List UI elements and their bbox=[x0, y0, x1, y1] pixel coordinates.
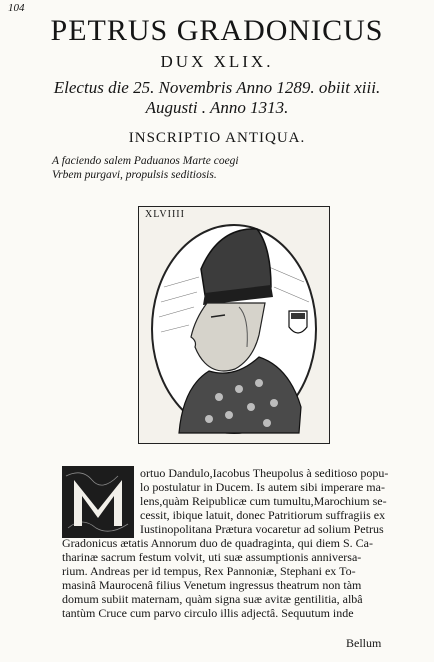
body-text bbox=[62, 466, 392, 620]
election-line-2: Augusti . Anno 1313. bbox=[145, 98, 289, 117]
page-number: 104 bbox=[8, 2, 25, 14]
body-line: Gradonicus ætatis Annorum duo de quadraginta, qui diem S. Ca- bbox=[62, 536, 373, 550]
doge-portrait bbox=[138, 206, 330, 444]
body-line: cessit, ibique latuit, donec Patritiorum suffragiis ex bbox=[140, 508, 386, 522]
body-line: domum subiit maternam, quàm signa suæ avitæ gentilitia, albâ bbox=[62, 592, 363, 606]
body-line: lens,quàm Reipublicæ cum tumultu,Marochium se- bbox=[140, 494, 387, 508]
inscription-line-1: A faciendo salem Paduanos Marte coegi bbox=[52, 155, 239, 167]
inscription-text bbox=[52, 154, 372, 182]
inscription-heading: INSCRIPTIO ANTIQUA. bbox=[128, 130, 306, 146]
body-line: rium. Andreas per id tempus, Rex Pannoniæ, Stephani ex To- bbox=[62, 564, 356, 578]
body-line: lo postulatur in Ducem. Is autem sibi imperare ma- bbox=[140, 480, 385, 494]
catchword: Bellum bbox=[346, 636, 382, 650]
body-line: masinâ Maurocenâ filius Venetum ingressus theatrum non tàm bbox=[62, 578, 362, 592]
portrait-engraving bbox=[139, 207, 329, 443]
election-line-1: Electus die 25. Novembris Anno 1289. obiit xiii. bbox=[53, 78, 381, 97]
page-title: PETRUS GRADONICUS bbox=[50, 14, 384, 47]
doge-number-subtitle: DUX XLIX. bbox=[160, 52, 274, 71]
body-line: tantùm Cruce cum parvo circulo illis adjectâ. Sequutum inde bbox=[62, 606, 354, 620]
election-dates bbox=[0, 78, 434, 118]
body-line: tharinæ sacrum festum volvit, uti suæ assumptionis anniversa- bbox=[62, 550, 362, 564]
inscription-line-2: Vrbem purgavi, propulsis seditiosis. bbox=[52, 169, 217, 181]
portrait-number: XLVIIII bbox=[145, 209, 185, 220]
body-line: ortuo Dandulo,Iacobus Theupolus à seditioso popu- bbox=[140, 466, 389, 480]
body-line: Iustinopolitana Prætura vocaretur ad solium Petrus bbox=[140, 522, 384, 536]
